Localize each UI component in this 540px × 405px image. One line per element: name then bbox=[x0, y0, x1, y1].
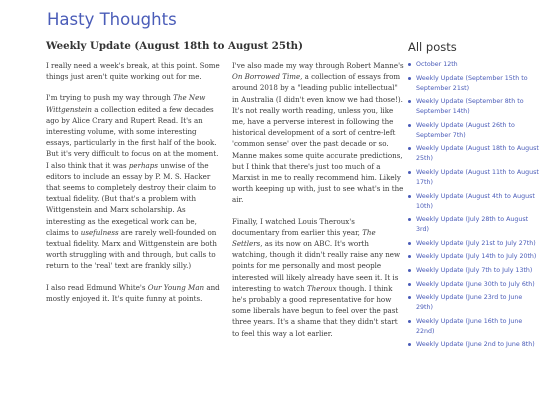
archive-link[interactable]: Weekly Update (June 2nd to June 8th) bbox=[416, 341, 535, 349]
post-paragraph bbox=[46, 282, 222, 304]
sidebar-title: All posts bbox=[408, 40, 457, 54]
post-title: Weekly Update (August 18th to August 25th) bbox=[46, 40, 303, 52]
archive-link[interactable]: Weekly Update (August 11th to August 17th) bbox=[416, 168, 539, 186]
bullet-icon bbox=[408, 124, 411, 127]
bullet-icon bbox=[408, 63, 411, 66]
book-title: Our Young Man bbox=[147, 282, 205, 292]
paragraph-text: unwise of the editors to include an essay by P. M. S. Hacker that seems to completely destroy their claim to textual fidelity. (But that's a problem with Wittgenstein and Marx scholarship. As interesting as the exegetical work can be, claims to bbox=[46, 160, 216, 237]
paragraph-text: I also read Edmund White's bbox=[46, 282, 148, 292]
documentary-title: The Settlers bbox=[232, 227, 376, 249]
paragraph-text: and mostly enjoyed it. It's quite funny at points. bbox=[46, 282, 220, 303]
archive-link[interactable]: Weekly Update (June 16th to June 22nd) bbox=[416, 317, 523, 335]
archive-item bbox=[408, 340, 540, 350]
paragraph-text: I've also made my way through Robert Manne's bbox=[232, 61, 404, 70]
post-body-left-column bbox=[46, 60, 222, 314]
archive-item bbox=[408, 97, 540, 117]
paragraph-text: are rarely well-founded on textual fidelity. Marx and Wittgenstein are both worth struggling with and through, but calls to return to the 'real' text are frankly silly.) bbox=[46, 227, 217, 271]
archive-link[interactable]: Weekly Update (July 14th to July 20th) bbox=[416, 253, 537, 261]
bullet-icon bbox=[408, 320, 411, 323]
archive-item bbox=[408, 121, 540, 141]
post-paragraph bbox=[232, 60, 404, 206]
bullet-icon bbox=[408, 242, 411, 245]
post-body-right-column bbox=[232, 60, 404, 349]
paragraph-text: a collection edited a few decades ago by Alice Crary and Rupert Read. It's an interesting volume, with some interesting essays, particularly in the first half of the book. But it's very difficult to focus on at the moment. I also think that it was bbox=[46, 104, 219, 170]
archive-item bbox=[408, 168, 540, 188]
archive-item bbox=[408, 60, 540, 70]
archive-item bbox=[408, 239, 540, 249]
archive-item bbox=[408, 293, 540, 313]
site-title[interactable]: Hasty Thoughts bbox=[47, 10, 177, 29]
emphasis-text: Theroux bbox=[306, 283, 337, 293]
bullet-icon bbox=[408, 296, 411, 299]
archive-item bbox=[408, 252, 540, 262]
bullet-icon bbox=[408, 255, 411, 258]
paragraph-text: I'm trying to push my way through bbox=[46, 93, 174, 103]
archive-item bbox=[408, 74, 540, 94]
archive-link[interactable]: Weekly Update (July 7th to July 13th) bbox=[416, 266, 533, 274]
bullet-icon bbox=[408, 100, 411, 103]
paragraph-text: Finally, I watched Louis Theroux's documentary from earlier this year, bbox=[232, 216, 363, 237]
archive-link[interactable]: Weekly Update (July 21st to July 27th) bbox=[416, 239, 536, 247]
archive-item bbox=[408, 280, 540, 290]
archive-link[interactable]: Weekly Update (August 26th to September 7th) bbox=[416, 121, 515, 139]
archive-link[interactable]: Weekly Update (July 28th to August 3rd) bbox=[416, 216, 529, 234]
emphasis-text: perhaps bbox=[128, 160, 158, 170]
archive-link[interactable]: Weekly Update (September 15th to September 21st) bbox=[416, 74, 528, 92]
bullet-icon bbox=[408, 269, 411, 272]
post-paragraph: I really need a week's break, at this point. Some things just aren't quite working out for me. bbox=[46, 61, 220, 82]
bullet-icon bbox=[408, 77, 411, 80]
paragraph-text: though. I think he's probably a good representative for how some liberals have begun to feel over the past three years. It's a shame that they didn't start to feel this way a lot earlier. bbox=[232, 283, 399, 338]
post-paragraph bbox=[46, 92, 222, 271]
archive-list bbox=[408, 60, 540, 354]
archive-item bbox=[408, 144, 540, 164]
archive-link[interactable]: Weekly Update (June 23rd to June 29th) bbox=[416, 294, 523, 312]
post-paragraph bbox=[232, 216, 404, 339]
archive-link[interactable]: Weekly Update (September 8th to September 14th) bbox=[416, 98, 524, 116]
archive-item bbox=[408, 192, 540, 212]
archive-item bbox=[408, 215, 540, 235]
bullet-icon bbox=[408, 218, 411, 221]
paragraph-text: , a collection of essays from around 2018 by a "leading public intellectual" in Australia (I didn't even know we had those!). It's not really worth reading, unless you, like me, have a perverse interest in following the historical development of a sort of centre-left 'common sense' over the past decade or so. Manne makes some quite accurate predictions, but I think that there's just too much of a Marxist in me to really recommend him. Likely worth keeping up with, just to see what's in the air. bbox=[232, 72, 404, 205]
bullet-icon bbox=[408, 147, 411, 150]
bullet-icon bbox=[408, 171, 411, 174]
emphasis-text: usefulness bbox=[80, 227, 119, 237]
bullet-icon bbox=[408, 343, 411, 346]
paragraph-text: , as its now on ABC. It's worth watching, though it didn't really raise any new points for me personally and most people interested will likely already have seen it. It is interesting to watch bbox=[232, 239, 401, 293]
archive-link[interactable]: October 12th bbox=[416, 61, 458, 68]
book-title: The New Wittgenstein bbox=[46, 93, 206, 114]
book-title: On Borrowed Time bbox=[232, 72, 301, 82]
archive-link[interactable]: Weekly Update (August 4th to August 10th) bbox=[416, 192, 535, 210]
archive-item bbox=[408, 317, 540, 337]
bullet-icon bbox=[408, 195, 411, 198]
archive-link[interactable]: Weekly Update (August 18th to August 25th) bbox=[416, 145, 539, 163]
archive-item bbox=[408, 266, 540, 276]
bullet-icon bbox=[408, 283, 411, 286]
archive-link[interactable]: Weekly Update (June 30th to July 6th) bbox=[416, 280, 535, 288]
